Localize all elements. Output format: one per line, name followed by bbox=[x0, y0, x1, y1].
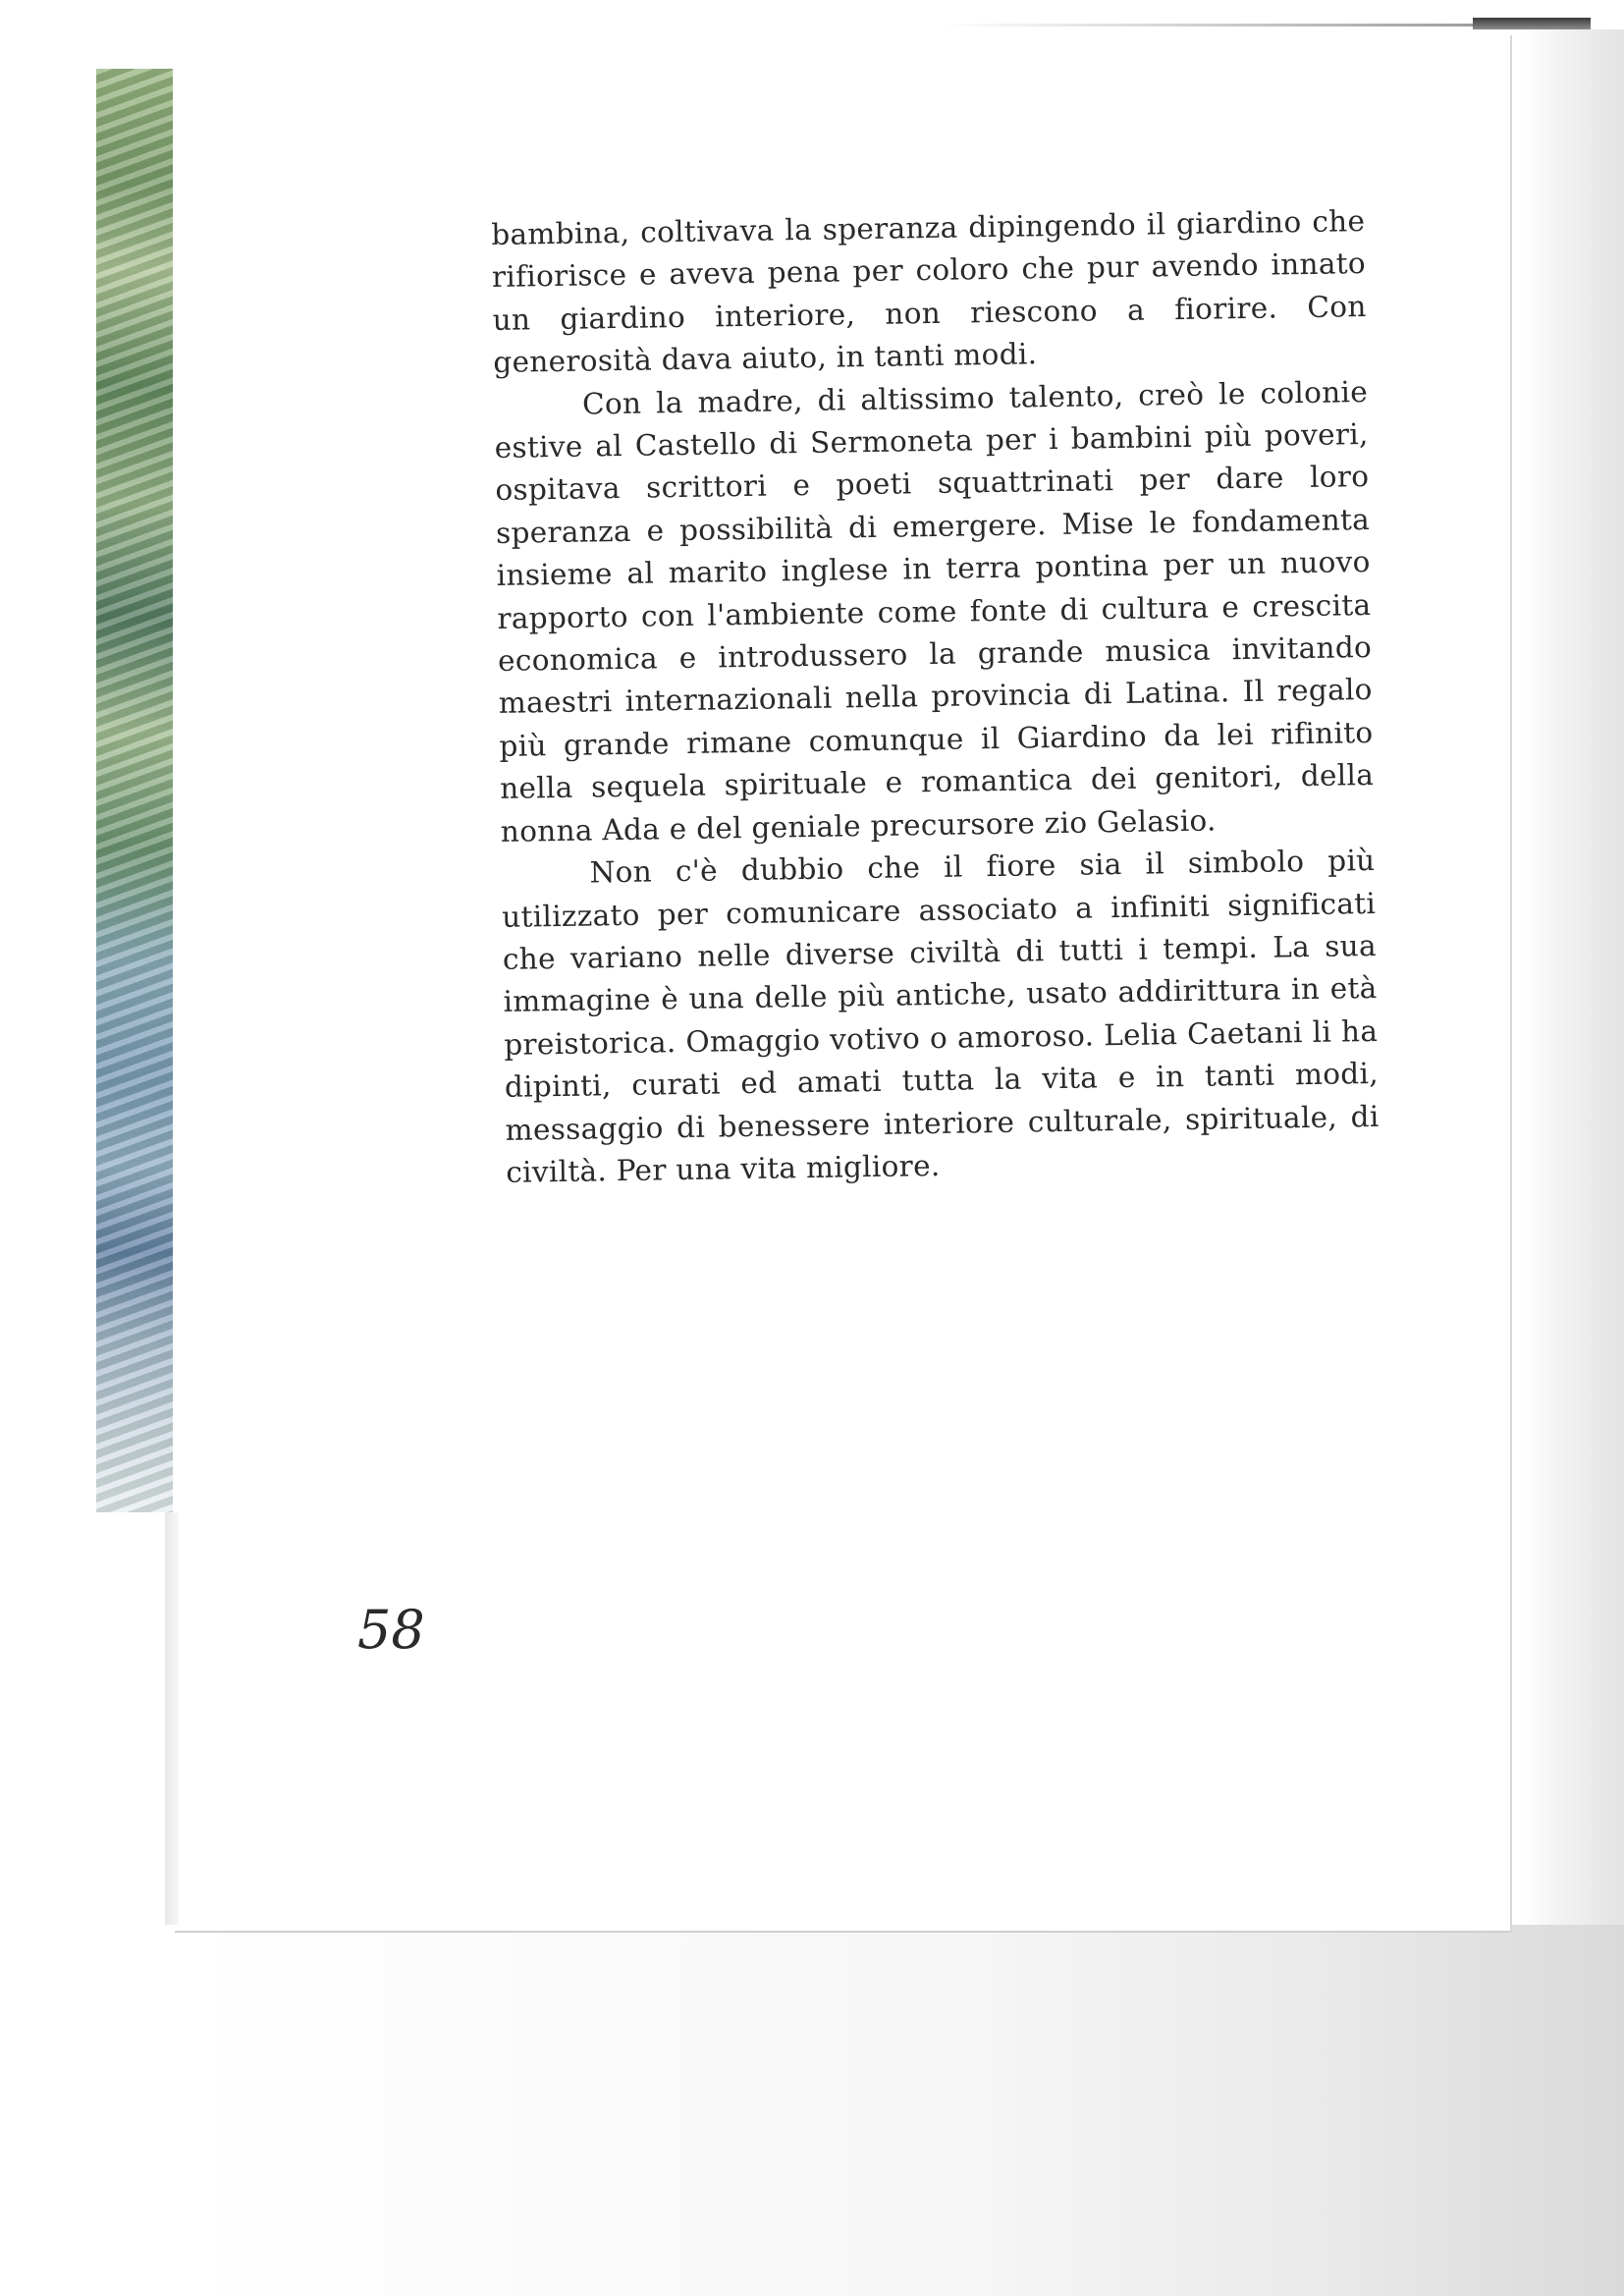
paragraph-3: Non c'è dubbio che il fiore sia il simbolo più utilizzato per comunicare associato a infiniti significati che variano nelle diverse civiltà di tutti i tempi. La sua immagine è una delle più antiche, usato addirittura in età preistorica. Omaggio votivo o amoroso. Lelia Caetani li ha dipinti, curati ed amati tutta la vita e in tanti modi, messaggio di benessere interiore culturale, spirituale, di civiltà. Per una vita migliore. bbox=[501, 844, 1380, 1189]
scanner-shadow-right bbox=[1524, 29, 1624, 1935]
illustration-edge-strip bbox=[96, 69, 173, 1512]
page-number: 58 bbox=[357, 1599, 425, 1661]
paragraph-1: bambina, coltivava la speranza dipingendo il giardino che rifiorisce e aveva pena per coloro che pur avendo innato un giardino interiore, non riescono a fiorire. Con generosità dava aiuto, in tanti modi. bbox=[491, 204, 1367, 380]
paragraph-2: Con la madre, di altissimo talento, creò le colonie estive al Castello di Sermoneta per i bambini più poveri, ospitava scrittori e poeti squattrinati per dare loro speranza e possibilità di emergere. Mise le fondamenta insieme al marito inglese in terra pontina per un nuovo rapporto con l'ambiente come fonte di cultura e crescita economica e introdussero la grande musica invitando maestri internazionali nella provincia di Latina. Il regalo più grande rimane comunque il Giardino da lei rifinito nella sequela spirituale e romantica dei genitori, della nonna Ada e del geniale precursore zio Gelasio. bbox=[494, 374, 1375, 848]
book-cover-edge bbox=[1473, 18, 1591, 29]
scanner-shadow-bottom bbox=[187, 1925, 1624, 2296]
body-text bbox=[491, 200, 1380, 1194]
page-top-edge-line bbox=[943, 24, 1492, 27]
page-binding-edge bbox=[165, 1512, 179, 1925]
